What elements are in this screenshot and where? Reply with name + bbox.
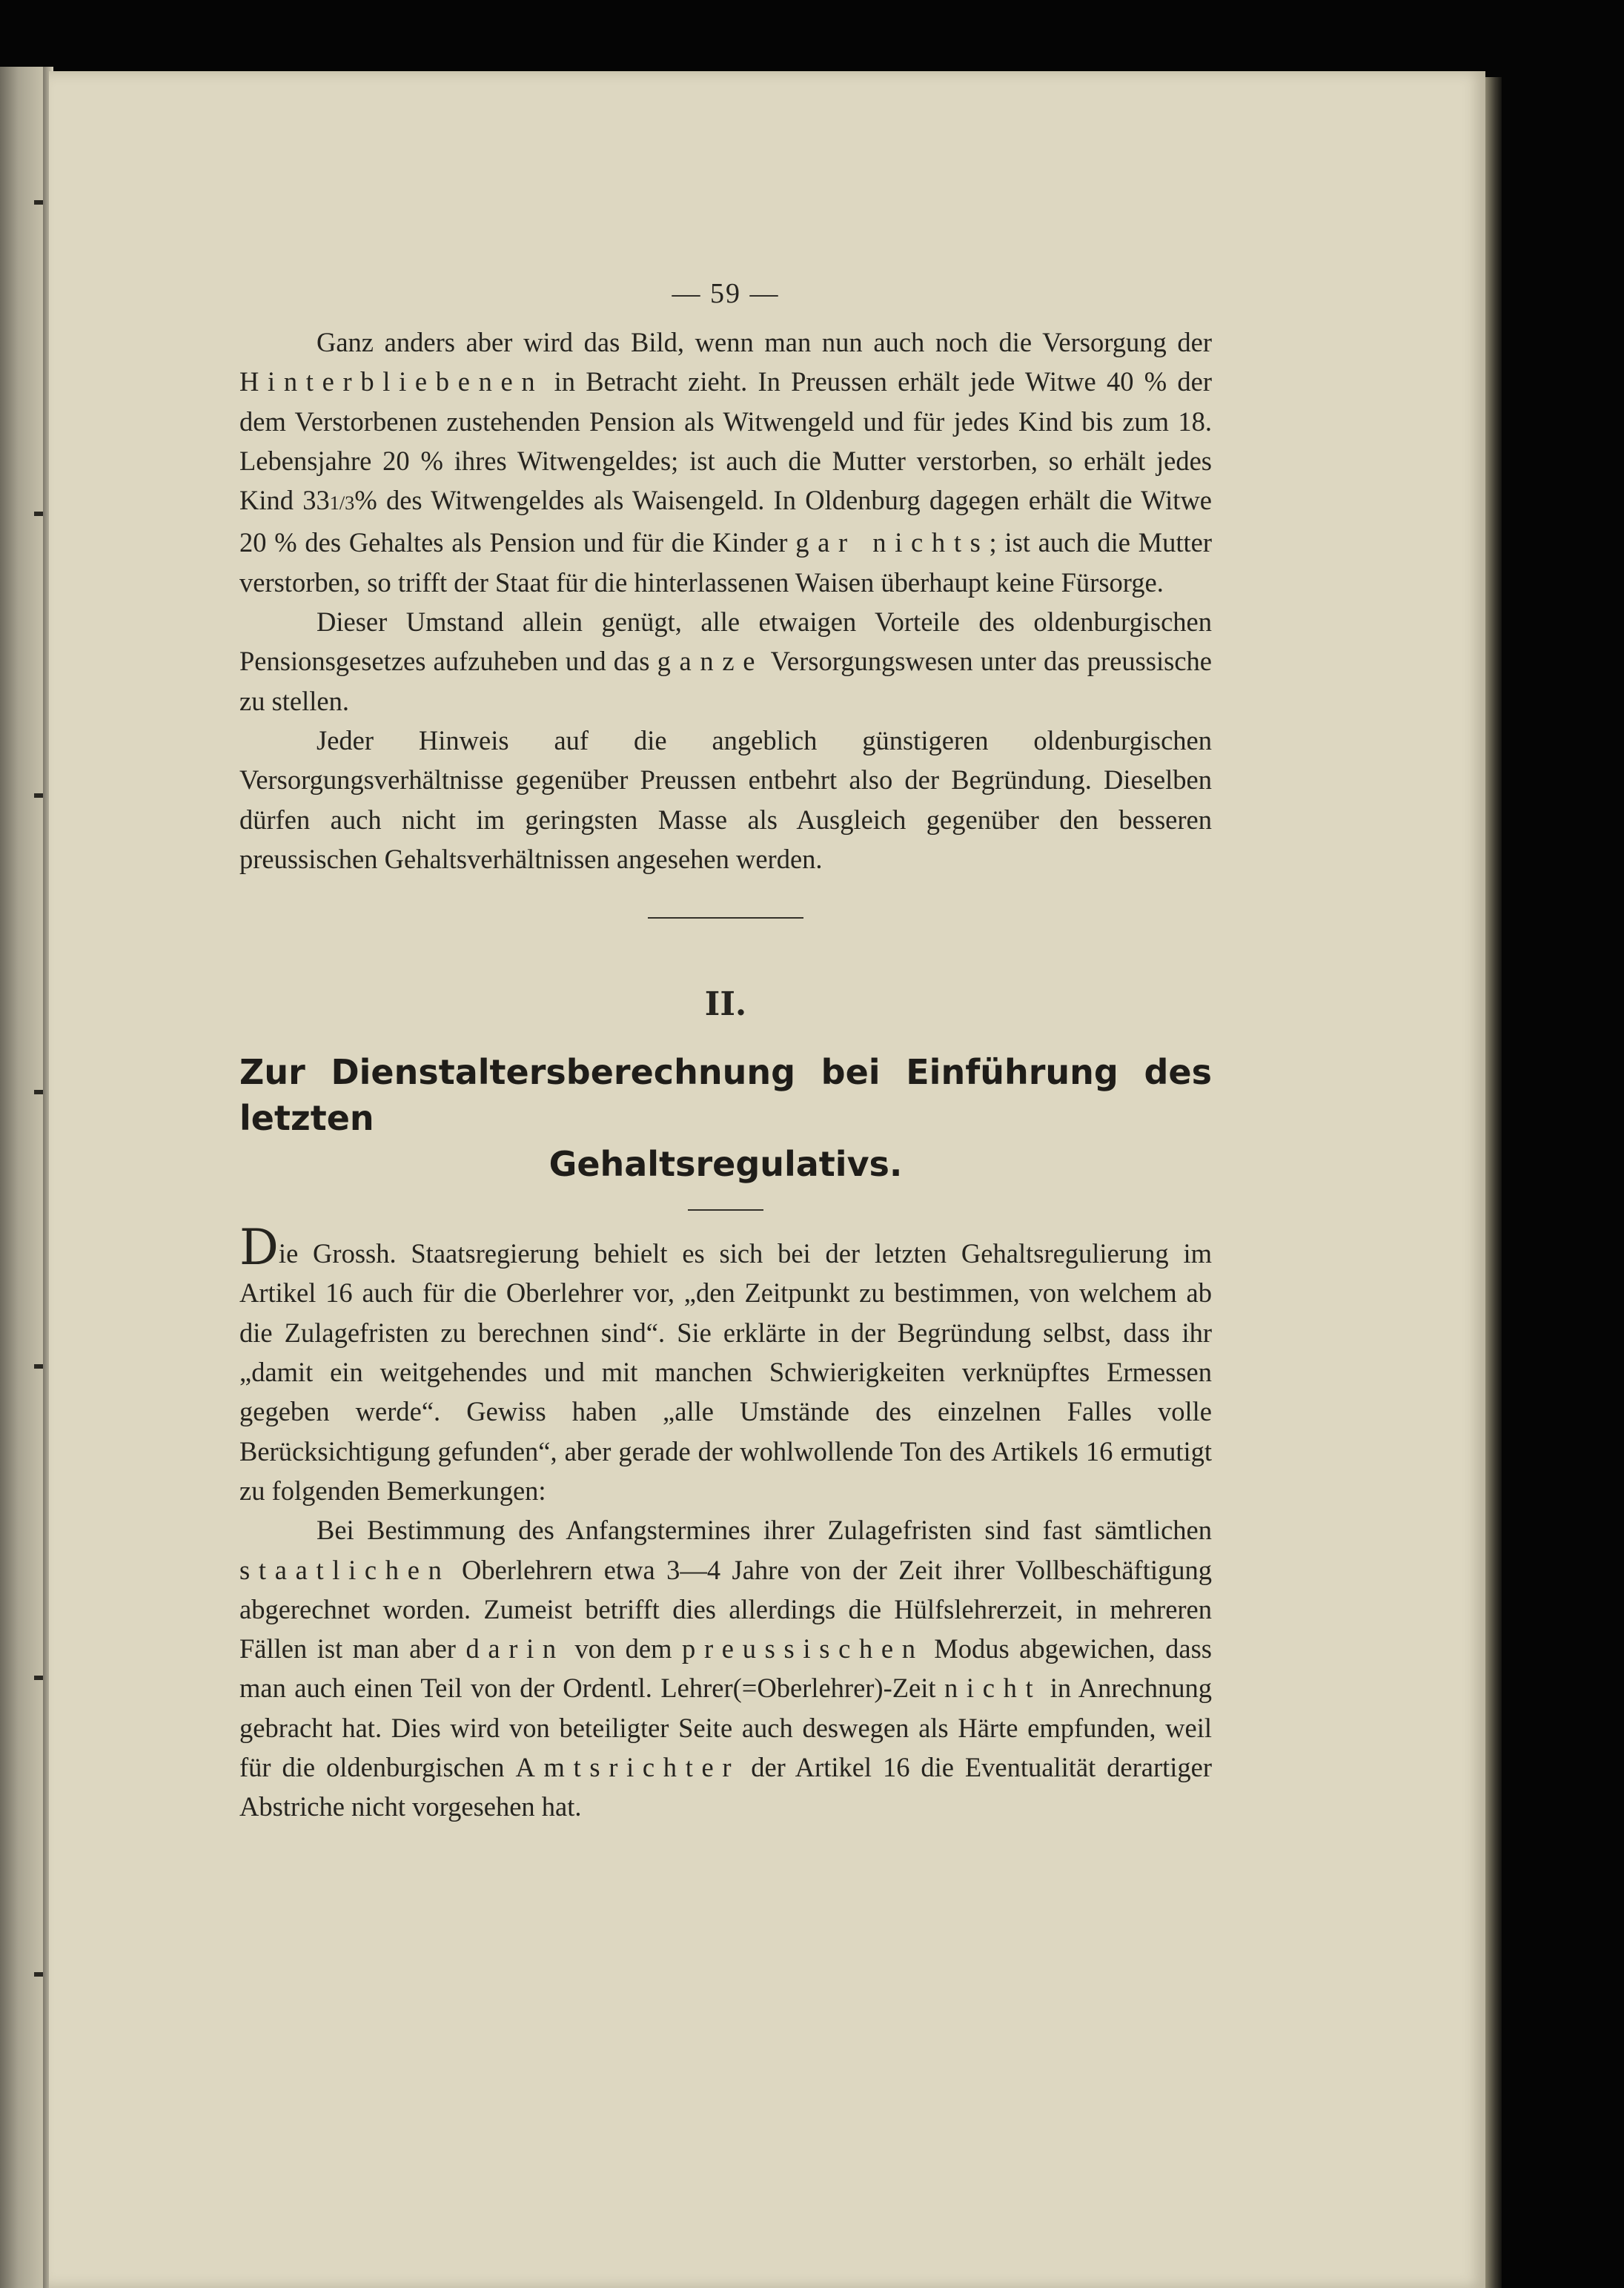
section-heading — [239, 1049, 1212, 1187]
fraction-text: 1/3 — [329, 492, 355, 515]
section-one-body — [239, 323, 1212, 879]
section-two-body — [239, 1219, 1213, 1826]
emphasis-spaced-text: Hinterbliebenen — [239, 366, 544, 397]
text-run: der Artikel 16 die Eventualität derartiger Abstriche nicht vorgesehen hat. — [239, 1752, 1212, 1822]
emphasis-spaced-text: ganze — [657, 646, 764, 677]
text-block — [239, 274, 1212, 1827]
drop-cap: D — [239, 1219, 279, 1277]
section-numeral: II. — [704, 985, 747, 1024]
text-run: von dem — [564, 1633, 683, 1664]
section-heading-line-1: Zur Dienstaltersberechnung bei Einführung des letzten — [239, 1052, 1212, 1139]
emphasis-spaced-text: staatlichen — [239, 1554, 451, 1585]
text-run: in Anrechnung gebracht hat. Dies wird von beteiligter Seite auch deswegen als Härte empfunden, weil für die oldenburgischen — [239, 1673, 1213, 1783]
text-run: Oberlehrern etwa 3—4 Jahre von der Zeit ihrer Vollbeschäftigung abgerechnet worden. Zumeist betrifft dies allerdings die Hülfslehrerzeit, in mehreren Fällen ist man aber — [239, 1554, 1212, 1664]
emphasis-spaced-text: nicht — [944, 1673, 1042, 1704]
text-run: Ganz anders aber wird das Bild, wenn man nun auch noch die Versorgung der — [316, 327, 1212, 357]
emphasis-spaced-text: darin — [465, 1633, 565, 1664]
facing-page-edge — [0, 67, 46, 2288]
text-run: der dem Verstorbenen zustehenden Pension als Witwengeld und für jedes Kind bis zum 18. Lebensjahre 20 % ihres Witwengeldes; ist auch die Mutter verstorben, so erhält jedes Kind 33 — [239, 366, 1212, 516]
page-number: — 59 — — [672, 278, 780, 309]
section-heading-line-2: Gehaltsregulativs. — [548, 1144, 903, 1185]
text-run: Jeder Hinweis auf die angeblich günstigeren oldenburgischen Versorgungsverhältnisse gegenüber Preussen entbehrt also der Begründung. Dieselben dürfen auch nicht im geringsten Masse als Ausgleich gegenüber den besseren preussischen Gehaltsverhältnissen angesehen werden. — [239, 724, 1212, 874]
emphasis-spaced-text: Amtsrichter — [515, 1752, 740, 1783]
paragraph — [239, 323, 1212, 602]
emphasis-spaced-text: gar nichts — [795, 527, 990, 558]
page-edge-right — [1485, 77, 1502, 2288]
paragraph — [239, 602, 1212, 721]
section-divider — [648, 917, 803, 919]
text-run: Bei Bestimmung des Anfangstermines ihrer Zulagefristen sind fast sämtlichen — [316, 1515, 1212, 1546]
paragraph — [239, 1219, 1212, 1510]
text-run: ie Grossh. Staatsregierung behielt es sich bei der letzten Gehaltsregulierung im Artikel 16 auch für die Oberlehrer vor, „den Zeitpunkt zu bestimmen, von welchem ab die Zulagefristen zu berechnen sind“. Sie erklärte in der Begründung selbst, dass ihr „damit ein weitgehendes und mit manchen Schwierigkeiten verknüpftes Ermessen gegeben werde“. Gewiss haben „alle Umstände des einzelnen Falles volle Berücksichtigung gefunden“, aber gerade der wohlwollende Ton des Artikels 16 ermutigt zu folgenden Bemerkungen: — [239, 1238, 1212, 1506]
text-run: % des Witwengeldes als Waisengeld. In Oldenburg dagegen erhält die Witwe 20 % des Gehaltes als Pension und für die Kinder — [239, 485, 1213, 558]
emphasis-spaced-text: preussischen — [682, 1633, 924, 1664]
text-run: in Betracht zieht. In Preussen erhält jede Witwe 40 % — [543, 366, 1167, 397]
text-run: ; ist auch die Mutter verstorben, so trifft der Staat für die hinterlassenen Waisen überhaupt keine Fürsorge. — [239, 527, 1213, 598]
heading-divider — [688, 1209, 763, 1211]
paragraph — [239, 1510, 1212, 1826]
text-run: Versorgungswesen unter das preussische zu stellen. — [239, 646, 1212, 716]
text-run: Modus abgewichen, dass man auch einen Teil von der Ordentl. Lehrer(=Oberlehrer)-Zeit — [239, 1633, 1212, 1704]
text-run: Dieser Umstand allein genügt, alle etwaigen Vorteile des oldenburgischen Pensionsgesetzes aufzuheben und das — [239, 606, 1212, 677]
paragraph — [239, 721, 1212, 879]
